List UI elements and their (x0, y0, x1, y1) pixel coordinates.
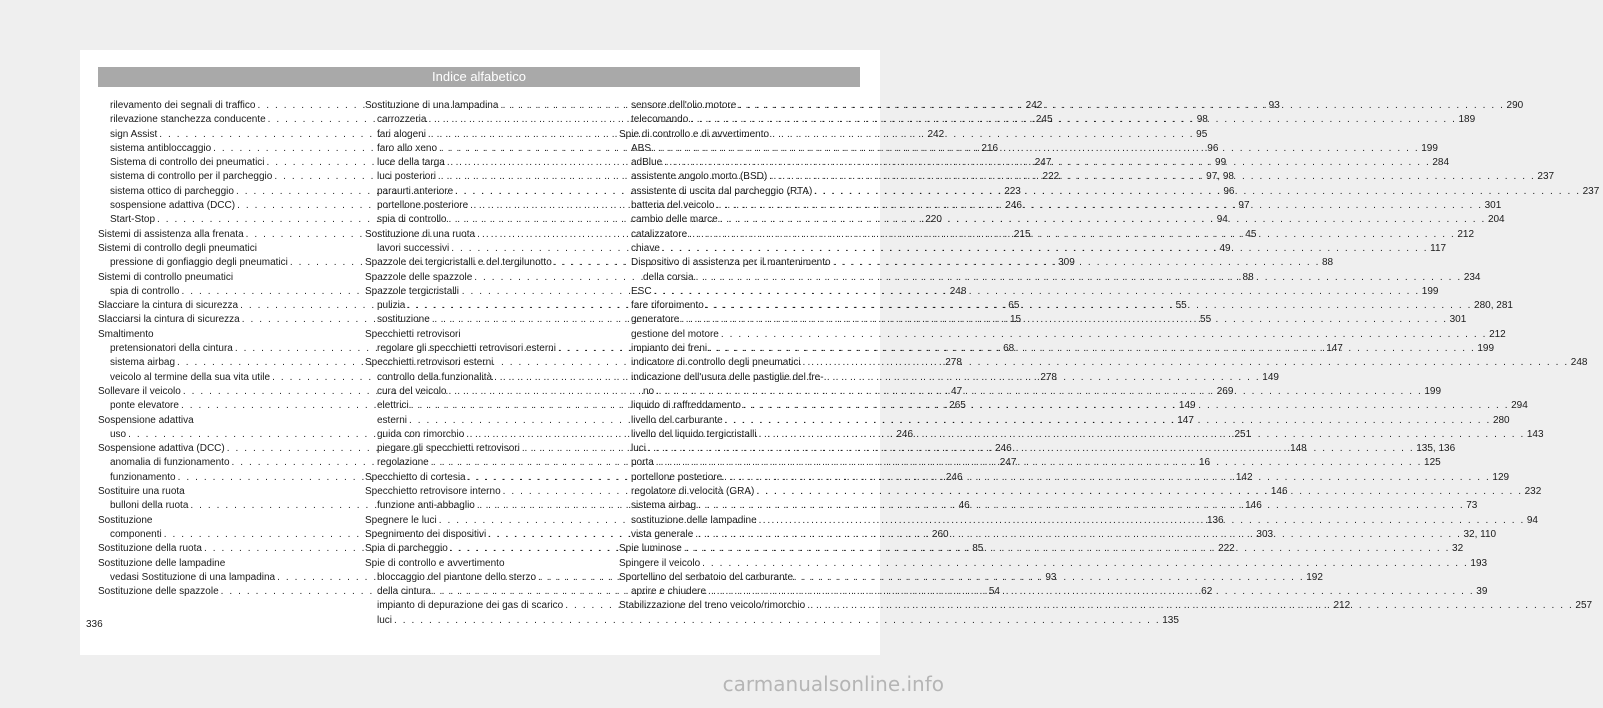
index-entry-page: 65 (1008, 300, 1020, 312)
index-entry-page: 97, 98 (1206, 171, 1234, 183)
index-entry (619, 328, 1506, 342)
index-entry-term: Spia di parcheggio (365, 543, 448, 555)
index-entry-term: Sospensione adattiva (DCC) (98, 443, 225, 455)
index-entry-term: Sistema di controllo dei pneumatici (110, 157, 265, 169)
index-entry-term: elettrici (377, 400, 409, 412)
index-entry-page: 88 (1242, 271, 1254, 283)
dot-leader (648, 442, 1414, 456)
dot-leader (494, 371, 1260, 385)
index-entry (98, 514, 326, 528)
index-entry-term: Sostituzione della ruota (98, 543, 202, 555)
index-entry-page: 309 (1058, 257, 1075, 269)
index-entry-page: 47 (951, 385, 963, 397)
index-entry-term: Specchietti retrovisori (365, 328, 461, 340)
index-entry-term: impianto dei freni (631, 343, 708, 355)
index-entry-term: sistema antibloccaggio (110, 142, 212, 154)
index-entry-page: 237 (1537, 171, 1555, 183)
index-entry-term: regolazione (377, 457, 429, 469)
dot-leader (709, 342, 1475, 356)
dot-leader (738, 99, 1504, 113)
index-entry-term: componenti (110, 528, 162, 540)
index-entry-term: luce della targa (377, 157, 445, 169)
index-entry (619, 256, 847, 270)
index-entry-page: 93 (1045, 571, 1057, 583)
index-entry (619, 571, 847, 585)
index-entry-term: aprire e chiudere (631, 586, 707, 598)
index-entry-term: sensore dell'olio motore (631, 100, 737, 111)
index-entry-term: cura del veicolo (377, 385, 447, 397)
index-entry-term: Sostituzione (98, 514, 153, 526)
dot-leader (743, 399, 1509, 413)
index-entry-page: 222 (1042, 171, 1060, 183)
index-entry-page: 135 (1162, 614, 1179, 626)
index-entry (365, 285, 593, 299)
index-entry-page: 148 (1290, 443, 1307, 455)
index-entry-page: 142 (1235, 471, 1253, 483)
index-entry-page: 246 (1005, 200, 1022, 212)
index-entry (98, 271, 326, 285)
index-entry-page: 248 (1570, 357, 1588, 369)
index-entry-page: 247 (999, 457, 1017, 469)
index-entry-term: bloccaggio del piantone dello sterzo (377, 571, 536, 583)
index-entry-page: 129 (1492, 471, 1510, 483)
index-entry-term: sospensione adattiva (DCC) (110, 200, 236, 212)
page-number: 336 (86, 619, 103, 630)
index-entry-term: Stabilizzazione del treno veicolo/rimorchio (619, 600, 806, 612)
index-entry-page: 280, 281 (1474, 300, 1513, 312)
index-entry-page: 99 (1215, 157, 1227, 169)
index-entry-term: bulloni della ruota (110, 500, 189, 512)
index-entry-term: adBlue (631, 157, 663, 169)
dot-leader (803, 356, 1569, 370)
index-entry-term: funzionamento (110, 471, 176, 483)
index-entry-term: Sistemi di assistenza alla frenata (98, 228, 244, 240)
index-entry-page: 94 (1526, 514, 1538, 526)
index-entry-term: portellone posteriore (377, 200, 469, 212)
dot-leader (696, 271, 1462, 285)
index-entry-page: 257 (1575, 600, 1593, 612)
index-entry-page: 135, 136 (1416, 443, 1456, 455)
index-entry-term: lavori successivi (377, 242, 450, 254)
dot-leader (394, 614, 1160, 628)
index-entry-page: 147 (1177, 414, 1194, 426)
index-entry (98, 328, 326, 342)
index-entry-page: 260 (931, 528, 949, 540)
index-entry-term: carrozzeria (377, 114, 427, 126)
index-entry-page: 294 (1511, 400, 1528, 412)
index-entry-term: veicolo al termine della sua vita utile (110, 371, 271, 383)
index-entry-page: 212 (1457, 228, 1475, 240)
dot-leader (716, 199, 1482, 213)
index-entry-page: 212 (1489, 328, 1506, 340)
index-entry-term: guida con rimorchio (377, 428, 465, 440)
index-entry-page: 204 (1487, 214, 1505, 226)
dot-leader (654, 285, 1420, 299)
index-entry-term: assistente angolo morto (BSD) (631, 171, 768, 183)
index-entry-page: 55 (1175, 300, 1187, 312)
index-entry-term: generatore (631, 314, 680, 326)
index-entry-page: 96 (1207, 142, 1219, 154)
index-entry-term: luci (377, 614, 393, 626)
index-entry-page: 146 (1245, 500, 1262, 512)
index-entry-term: spia di controllo (377, 214, 447, 226)
index-entry-page: 94 (1216, 214, 1228, 226)
index-entry-term: Slacciarsi la cintura di sicurezza (98, 314, 240, 326)
index-entry-term: Sollevare il veicolo (98, 385, 181, 397)
index-entry-term: portellone posteriore (631, 471, 723, 483)
index-entry (619, 128, 847, 142)
index-entry-page: 265 (949, 400, 966, 412)
index-entry-page: 146 (1270, 486, 1288, 498)
index-entry-page: 117 (1430, 242, 1447, 254)
index-entry-page: 251 (1234, 428, 1252, 440)
index-entry-term: Sostituzione di una ruota (365, 228, 476, 240)
index-entry-page: 85 (972, 543, 984, 555)
index-entry-page: 98 (1196, 114, 1208, 126)
index-entry-term: impianto di depurazione dei gas di scarico (377, 600, 564, 612)
index-entry-term: Spazzole delle spazzole (365, 271, 473, 283)
dot-leader (698, 499, 1464, 513)
index-entry-term: ponte elevatore (110, 400, 179, 412)
index-entry-term: controllo della funzionalità (377, 371, 493, 383)
index-entry-page: 55 (1200, 314, 1212, 326)
index-entry-term: Sistemi di controllo pneumatici (98, 271, 234, 283)
index-entry-term: Specchietti retrovisori esterni (365, 357, 494, 369)
index-entry-term: liquido di raffreddamento (631, 400, 741, 412)
index-entry-page: 247 (1034, 157, 1052, 169)
index-entry-term: sistema di controllo per il parcheggio (110, 171, 273, 183)
index-entry-page: 49 (1219, 242, 1231, 254)
index-entry-page: 149 (1178, 400, 1196, 412)
index-entry-page: 301 (1484, 200, 1502, 212)
index-entry-term: Specchietto di cortesia (365, 471, 466, 483)
index-entry-page: 46 (958, 500, 970, 512)
index-entry (98, 485, 326, 499)
dot-leader (706, 299, 1472, 313)
index-entry-term: sistema airbag (631, 500, 697, 512)
index-entry-term: Dispositivo di assistenza per il mantenimento (631, 257, 831, 269)
watermark: carmanualsonline.info (722, 672, 944, 696)
index-entry-page: 68 (1003, 343, 1015, 355)
dot-leader (689, 228, 1455, 242)
index-entry-term: uso (110, 428, 127, 440)
index-entry-term: Sospensione adattiva (98, 414, 194, 426)
index-entry-term: della corsia (643, 271, 694, 283)
index-entry-term: anomalia di funzionamento (110, 457, 230, 469)
index-entry-term: telecomando (631, 114, 689, 126)
index-entry-term: catalizzatore (631, 228, 688, 240)
dot-leader (656, 456, 1422, 470)
index-entry-term: Spegnimento dei dispositivi (365, 528, 487, 540)
index-entry-term: sostituzione (377, 314, 430, 326)
dot-leader (720, 213, 1486, 227)
dot-leader (656, 385, 1422, 399)
index-entry-page: 248 (949, 285, 967, 297)
index-entry-page: 278 (1040, 371, 1057, 383)
index-entry-term: Specchietto retrovisore interno (365, 486, 501, 498)
dot-leader (702, 557, 1468, 571)
index-entry-term: assistente di uscita dal parcheggio (RTA) (631, 185, 813, 197)
index-entry-page: 237 (1582, 185, 1600, 197)
index-entry-term: Slacciare la cintura di sicurezza (98, 300, 239, 312)
index-entry-term: gestione del motore (631, 328, 719, 340)
index-entry-term: Spazzole tergicristalli (365, 285, 459, 297)
dot-leader (684, 542, 1450, 556)
index-entry-page: 216 (981, 142, 999, 154)
index-entry-term: pressione di gonfiaggio degli pneumatici (110, 257, 288, 269)
index-entry-page: 95 (1196, 128, 1208, 140)
index-entry-page: 303 (1256, 528, 1274, 540)
index-entry-page: 232 (1524, 486, 1542, 498)
index-entry-term: pulizia (377, 300, 406, 312)
index-entry-page: 45 (1245, 228, 1257, 240)
index-entry-term: funzione anti-abbaglio (377, 500, 475, 512)
index-entry-term: Smaltimento (98, 328, 154, 340)
index-entry-page: 32, 110 (1463, 528, 1497, 540)
index-entry-page: 284 (1432, 157, 1450, 169)
index-entry-term: ABS (631, 142, 652, 154)
dot-leader (807, 599, 1573, 613)
index-entry-term: indicazione dell'usura delle pastiglie del fre- (631, 371, 824, 383)
index-entry-term: Sostituzione di una lampadina (365, 100, 499, 111)
index-entry-term: pretensionatori della cintura (110, 343, 233, 355)
index-entry-term: Sostituzione delle lampadine (98, 557, 226, 569)
index-entry-page: 280 (1492, 414, 1510, 426)
index-entry-term: paraurti anteriore (377, 185, 454, 197)
index-entry-page: 220 (925, 214, 942, 226)
index-entry-term: sostituzione delle lampadine (631, 514, 757, 526)
dot-leader (681, 313, 1447, 327)
dot-leader (759, 428, 1525, 442)
index-entry-term: regolare gli specchietti retrovisori esterni (377, 343, 556, 355)
dot-leader (725, 414, 1491, 428)
index-entry-page: 246 (994, 443, 1012, 455)
index-entry (365, 614, 1179, 628)
index-entry-term: piegare gli specchietti retrovisori (377, 443, 520, 455)
index-entry-page: 93 (1268, 100, 1280, 111)
index-entry-page: 199 (1477, 343, 1495, 355)
index-entry (365, 356, 593, 370)
index-entry-page: 278 (945, 357, 962, 369)
index-entry (98, 242, 326, 256)
index-entry-page: 234 (1463, 271, 1481, 283)
index-entry-term: faro allo xeno (377, 142, 438, 154)
index-entry-page: 16 (1198, 457, 1211, 469)
section-header: Indice alfabetico (98, 67, 860, 87)
index-entry-term: cambio delle marce (631, 214, 718, 226)
index-entry-page: 143 (1526, 428, 1544, 440)
index-entry-term: chiave (631, 242, 660, 254)
index-entry (365, 328, 593, 342)
index-entry (619, 557, 1488, 571)
dot-leader (708, 585, 1474, 599)
index-entry-term: rilevamento dei segnali di traffico (110, 100, 256, 111)
index-entry (619, 371, 847, 385)
index-entry-term: Sportellino del serbatoio del carburante (619, 571, 793, 583)
index-entry-page: 192 (1306, 571, 1323, 583)
dot-leader (721, 328, 1487, 342)
index-entry-term: fare rifornimento (631, 300, 704, 312)
index-entry-term: Spie di controllo e di avvertimento (619, 128, 770, 140)
index-entry-term: fari alogeni (377, 128, 426, 140)
index-entry-term: Spie di controllo e avvertimento (365, 557, 505, 569)
index-entry-term: sistema ottico di parcheggio (110, 185, 234, 197)
index-entry-page: 193 (1470, 557, 1488, 569)
index-entry-page: 62 (1201, 586, 1213, 598)
index-entry-page: 39 (1476, 586, 1488, 598)
index-entry-term: Spingere il veicolo (619, 557, 701, 569)
index-entry-term: luci (631, 443, 647, 455)
dot-leader (769, 170, 1535, 184)
index-entry-page: 54 (988, 586, 1000, 598)
index-entry-page: 32 (1452, 543, 1464, 555)
index-entry (365, 557, 593, 571)
dot-leader (653, 142, 1419, 156)
index-entry-page: 269 (1216, 385, 1234, 397)
dot-leader (756, 485, 1522, 499)
index-entry-page: 199 (1424, 385, 1442, 397)
index-entry-term: livello del liquido tergicristalli (631, 428, 757, 440)
index-entry-page: 301 (1449, 314, 1467, 326)
index-entry-page: 222 (1218, 543, 1235, 555)
index-entry-term: esterni (377, 414, 408, 426)
index-entry-term: sign Assist (110, 128, 158, 140)
index-entry-term: della cintura (377, 586, 431, 598)
index-entry-term: luci posteriori (377, 171, 436, 183)
index-entry-term: vedasi Sostituzione di una lampadina (110, 571, 276, 583)
index-entry-page: 136 (1206, 514, 1224, 526)
index-entry-term: livello del carburante (631, 414, 723, 426)
index-entry-page: 97 (1238, 200, 1250, 212)
index-entry-page: 242 (927, 128, 945, 140)
index-entry-term: regolatore di velocità (GRA) (631, 486, 755, 498)
index-entry-term: porta (631, 457, 654, 469)
index-entry (98, 414, 326, 428)
index-entry-page: 290 (1506, 100, 1524, 111)
index-entry-term: Sostituire una ruota (98, 486, 185, 498)
index-entry-page: 189 (1458, 114, 1476, 126)
index-entry-term: indicatore di controllo degli pneumatici (631, 357, 801, 369)
index-entry-term: Spegnere le luci (365, 514, 437, 526)
index-entry-page: 88 (1322, 257, 1334, 269)
index-entry-page: 212 (1333, 600, 1351, 612)
index-entry-term: Sistemi di controllo degli pneumatici (98, 242, 257, 254)
dot-leader (662, 242, 1428, 256)
index-entry-term: rilevazione stanchezza conducente (110, 114, 266, 126)
dot-leader (814, 185, 1580, 199)
dot-leader (695, 528, 1461, 542)
index-entry-page: 147 (1326, 343, 1343, 355)
index-entry-term: sistema airbag (110, 357, 176, 369)
index-entry-page: 245 (1035, 114, 1053, 126)
dot-leader (759, 514, 1525, 528)
index-entry-term: Spie luminose (619, 543, 682, 555)
index-entry-page: 125 (1424, 457, 1441, 469)
index-entry-term: vista generale (631, 528, 694, 540)
index-entry-term: Sostituzione delle spazzole (98, 586, 219, 598)
index-entry-page: 246 (945, 471, 963, 483)
index-entry-term: Start-Stop (110, 214, 156, 226)
index-entry-page: 199 (1421, 142, 1438, 154)
dot-leader (690, 113, 1456, 127)
index-entry-page: 215 (1013, 228, 1031, 240)
index-entry-page: 96 (1223, 185, 1235, 197)
index-entry-page: 149 (1262, 371, 1279, 383)
dot-leader (724, 471, 1490, 485)
index-entry-term: Spazzole dei tergicristalli e del tergilunotto (365, 257, 552, 269)
index-entry-page: 15 (1009, 314, 1022, 326)
index-entry-page: 246 (896, 428, 914, 440)
index-entry-term: ESC (631, 285, 652, 297)
index-entry-page: 73 (1466, 500, 1478, 512)
index-entry-page: 223 (1004, 185, 1021, 197)
dot-leader (664, 156, 1430, 170)
index-entry-page: 242 (1025, 100, 1043, 111)
index-entry-page: 199 (1421, 285, 1439, 297)
index-entry-term: no (643, 385, 655, 397)
index-entry-term: spia di controllo (110, 285, 180, 297)
index-entry-term: batteria del veicolo (631, 200, 715, 212)
index-entry (98, 557, 326, 571)
